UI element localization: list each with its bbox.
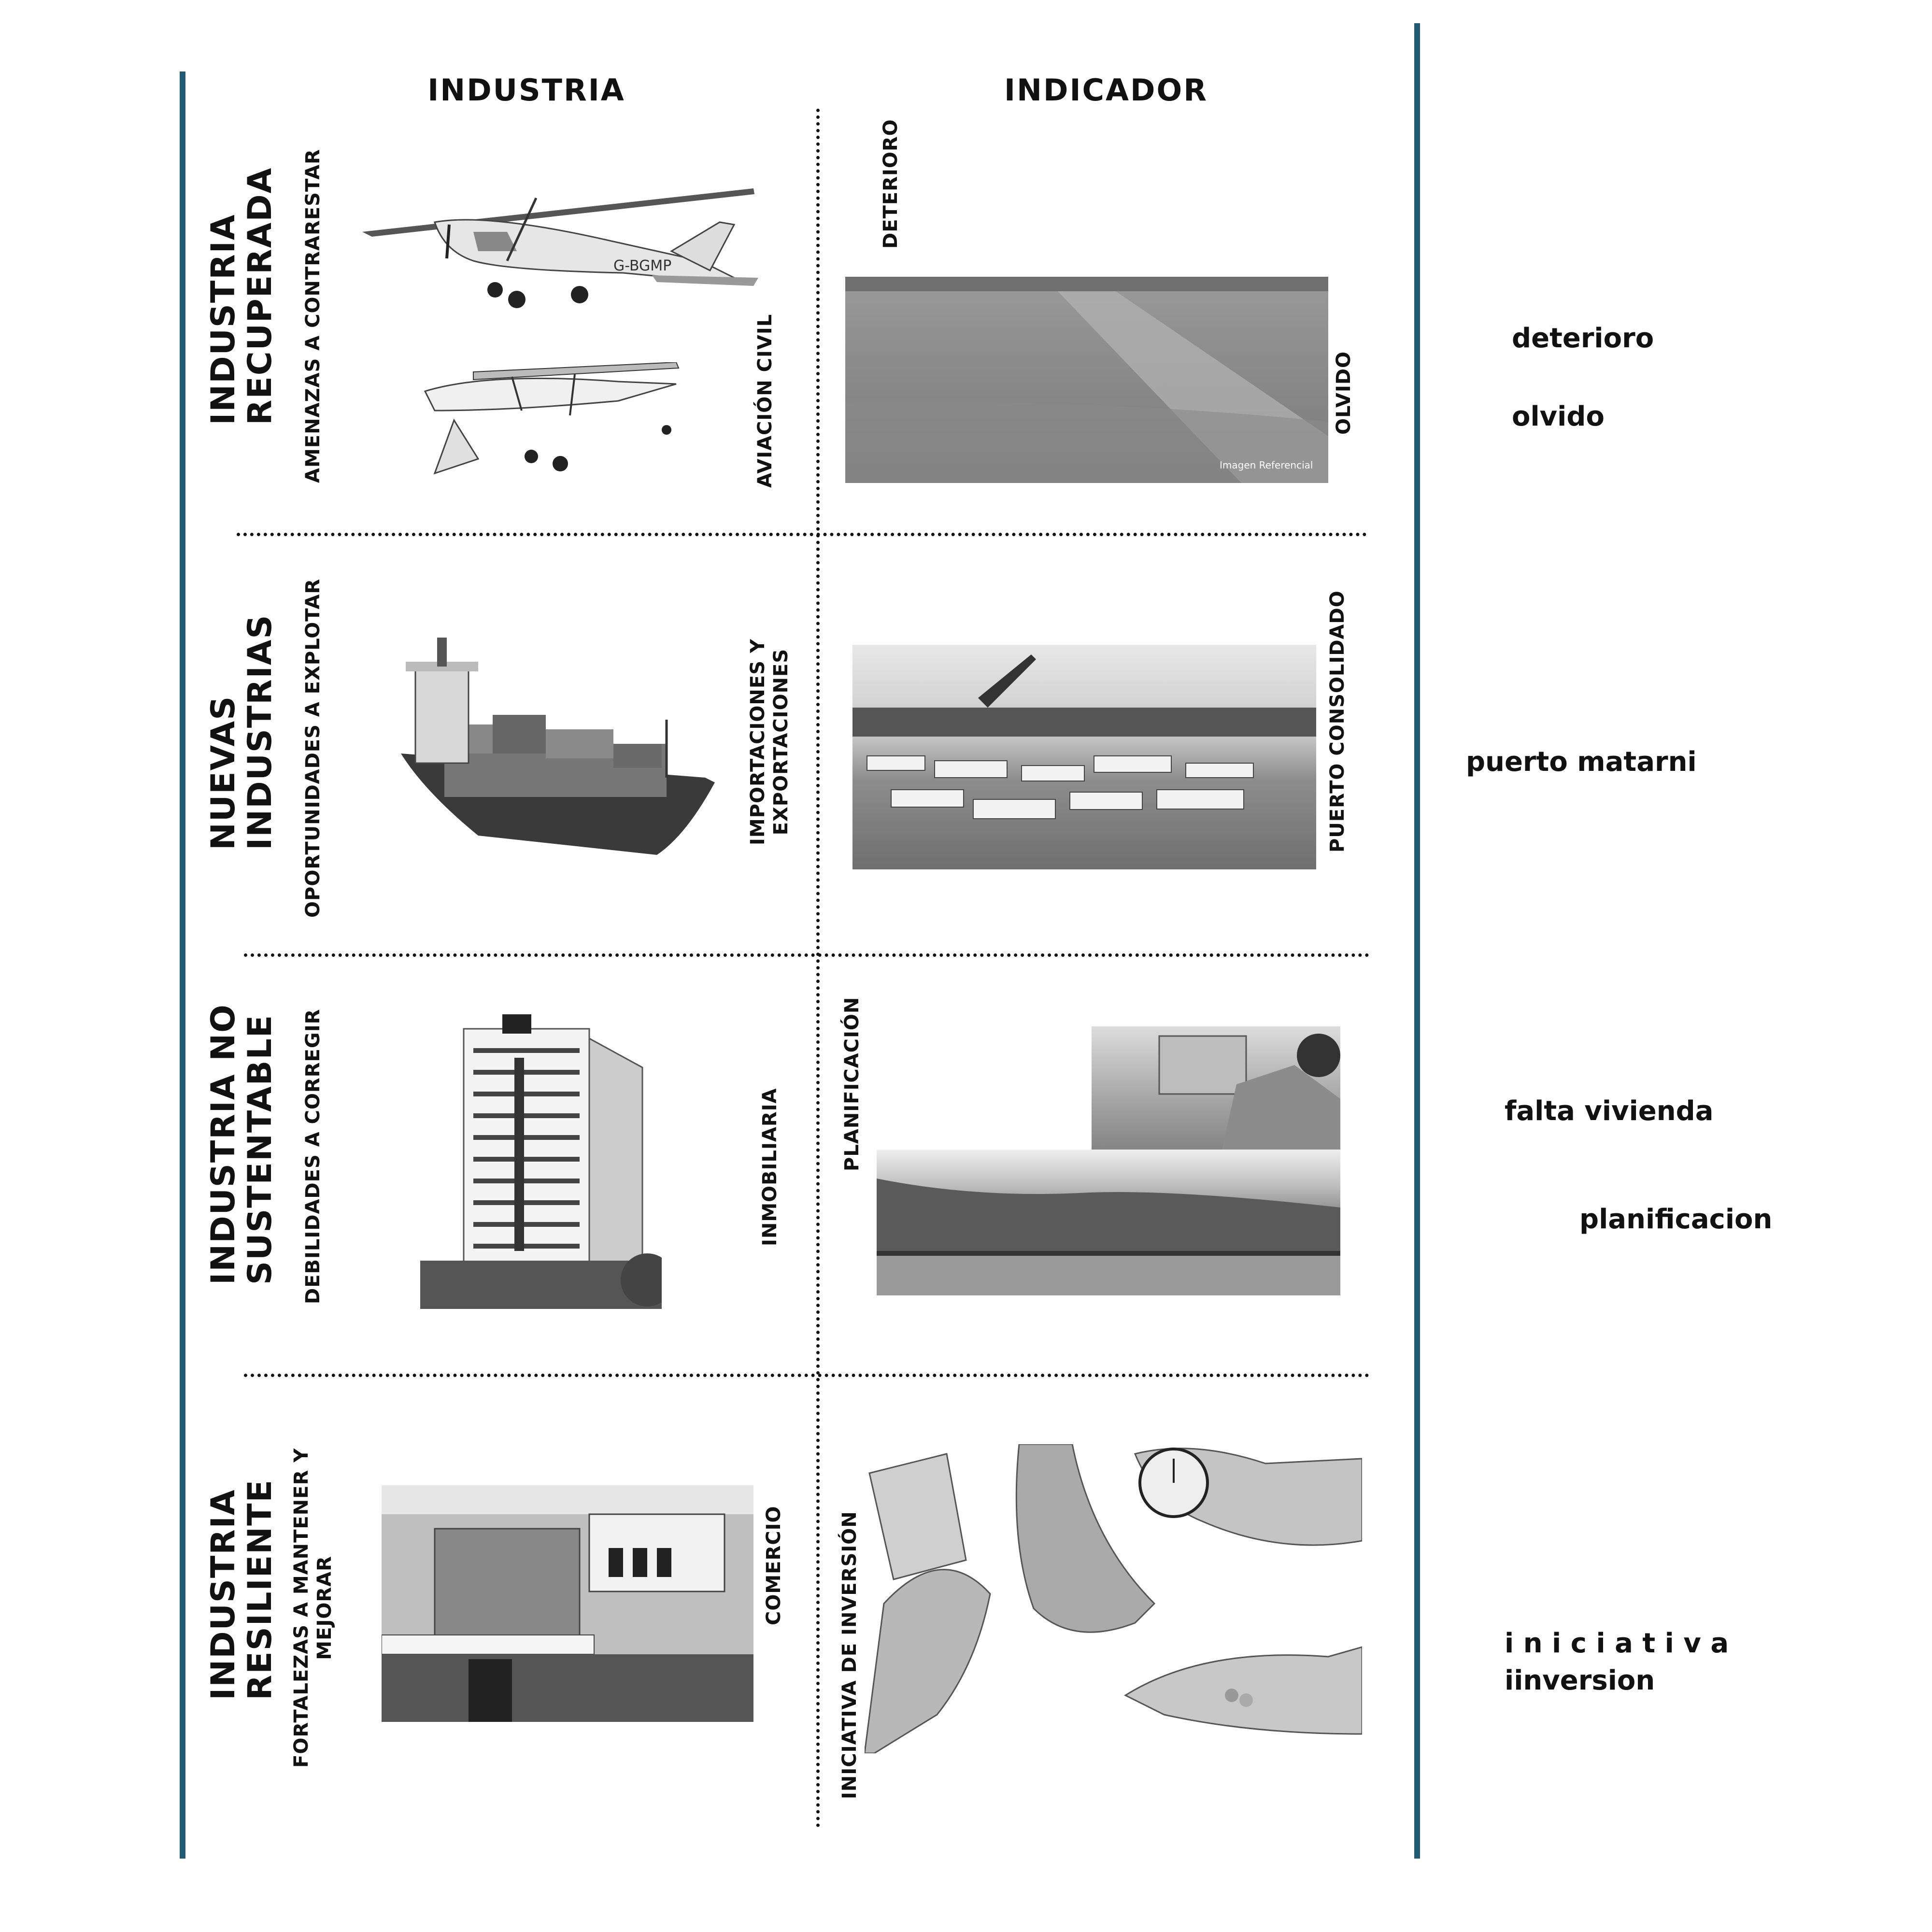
indicator-label-deterioro: DETERIORO xyxy=(880,119,902,249)
row-divider-2 xyxy=(244,953,1369,957)
side-note-planificacion: planificacion xyxy=(1579,1204,1773,1235)
indicator-label-planificacion: PLANIFICACIÓN xyxy=(841,996,863,1171)
side-note-deterioro: deterioro xyxy=(1512,323,1654,354)
harbor-photo xyxy=(852,645,1316,869)
ultralight-airplane-image xyxy=(415,362,691,483)
container-ship-image xyxy=(396,633,724,855)
row-title-line2: SUSTENTABLE xyxy=(241,1014,279,1285)
category-label-line2: MEJORAR xyxy=(313,1556,336,1660)
row-divider-3 xyxy=(244,1374,1369,1377)
side-note-puerto-matarni: puerto matarni xyxy=(1466,746,1697,778)
row-title-line1: INDUSTRIA NO xyxy=(204,1004,242,1285)
category-label-line1: FORTALEZAS A MANTENER Y xyxy=(290,1448,313,1768)
industry-label-inmobiliaria: INMOBILIARIA xyxy=(759,1088,781,1246)
cessna-airplane-image xyxy=(362,179,763,319)
industry-label-comercio: COMERCIO xyxy=(763,1506,785,1625)
photo-caption-imagen-referencial: Imagen Referencial xyxy=(1220,459,1313,471)
left-frame-bar xyxy=(180,71,185,1859)
industry-label-line1: IMPORTACIONES Y xyxy=(747,639,769,845)
investment-hands-image xyxy=(865,1444,1362,1753)
runway-photo xyxy=(845,277,1328,483)
storefront-photo xyxy=(382,1485,753,1722)
industry-label-importaciones xyxy=(746,639,793,845)
apartment-tower-image xyxy=(420,1009,662,1309)
row-divider-1 xyxy=(237,533,1367,536)
indicator-label-puerto-consolidado: PUERTO CONSOLIDADO xyxy=(1326,590,1349,852)
row-title-industria-resiliente xyxy=(205,1479,279,1700)
indicator-label-iniciativa-inversion: INICIATIVA DE INVERSIÓN xyxy=(838,1511,861,1799)
row-title-line2: RECUPERADA xyxy=(241,167,279,425)
category-label-debilidades: DEBILIDADES A CORREGIR xyxy=(302,1009,324,1304)
side-note-inversion: iinversion xyxy=(1505,1665,1655,1696)
column-header-industria: INDUSTRIA xyxy=(427,72,625,108)
right-frame-bar xyxy=(1414,23,1420,1859)
row-title-line1: INDUSTRIA xyxy=(204,1489,242,1700)
industry-label-line2: EXPORTACIONES xyxy=(770,648,792,836)
terrain-photo xyxy=(877,1150,1340,1295)
row-title-industria-no-sustentable xyxy=(205,1004,279,1285)
row-title-line2: INDUSTRIAS xyxy=(241,614,279,850)
row-title-line2: RESILIENTE xyxy=(241,1479,279,1700)
row-title-line1: NUEVAS xyxy=(204,695,242,850)
category-label-fortalezas xyxy=(290,1448,336,1768)
side-note-olvido: olvido xyxy=(1512,401,1605,432)
column-header-indicador: INDICADOR xyxy=(1004,72,1208,108)
svg-text:G-BGMP: G-BGMP xyxy=(613,257,672,274)
category-label-oportunidades: OPORTUNIDADES A EXPLOTAR xyxy=(302,578,324,918)
row-title-industria-recuperada xyxy=(205,167,279,425)
industry-label-aviacion-civil: AVIACIÓN CIVIL xyxy=(754,313,776,488)
row-title-line1: INDUSTRIA xyxy=(204,213,242,425)
category-label-amenazas: AMENAZAS A CONTRARESTAR xyxy=(302,149,324,483)
column-divider xyxy=(816,109,820,1828)
indicator-label-olvido: OLVIDO xyxy=(1333,351,1355,435)
side-note-falta-vivienda: falta vivienda xyxy=(1505,1095,1714,1127)
side-note-iniciativa: i n i c i a t i v a xyxy=(1505,1628,1729,1659)
row-title-nuevas-industrias xyxy=(205,614,279,851)
